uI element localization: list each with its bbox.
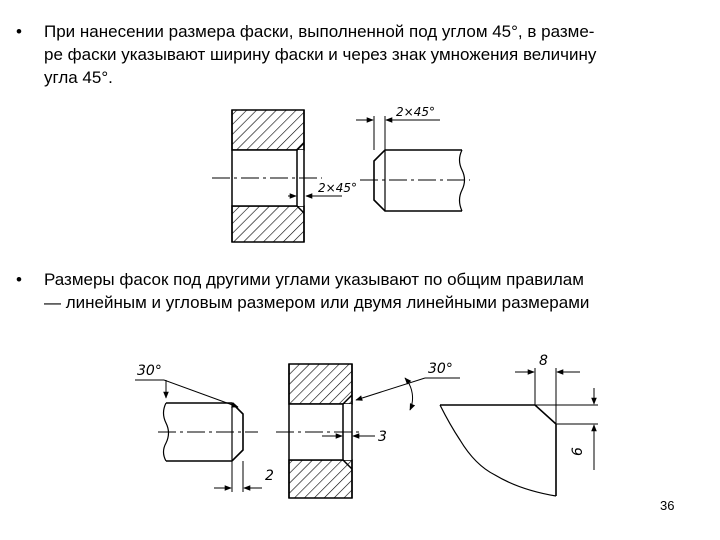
- hole-chamfer-30-drawing: [276, 364, 460, 498]
- edge-chamfer-drawing: [440, 368, 598, 496]
- hatch-lower: [289, 460, 352, 498]
- shaft-chamfer-45-drawing: [356, 116, 470, 211]
- hatch-lower: [232, 206, 304, 242]
- shaft-length-label: 2: [265, 468, 274, 484]
- bullet-marker: •: [16, 270, 22, 289]
- hole-chamfer-label: 2×45°: [318, 181, 357, 195]
- edge-width-label: 8: [539, 353, 548, 369]
- hole-length-label: 3: [378, 429, 387, 445]
- hole-angle-label: 30°: [428, 361, 453, 377]
- hatch-upper: [289, 364, 352, 404]
- shaft-angle-label: 30°: [137, 363, 162, 379]
- shaft-chamfer-30-drawing: [135, 380, 262, 492]
- bullet-text: Размеры фасок под другими углами указывают по общим правилам — линейным и угловым размером или двумя линейными размерами: [44, 270, 590, 312]
- hatch-upper: [232, 110, 304, 150]
- shaft-chamfer-label: 2×45°: [396, 105, 435, 119]
- hole-chamfer-45-drawing: [212, 110, 342, 242]
- edge-height-label: 6: [570, 447, 586, 456]
- bullet-marker: •: [16, 22, 22, 41]
- page-number: 36: [660, 498, 675, 513]
- bullet-text: При нанесении размера фаски, выполненной под углом 45°, в разме- ре фаски указывают ширину фаски и через знак умножения величину угла 45°.: [44, 22, 597, 87]
